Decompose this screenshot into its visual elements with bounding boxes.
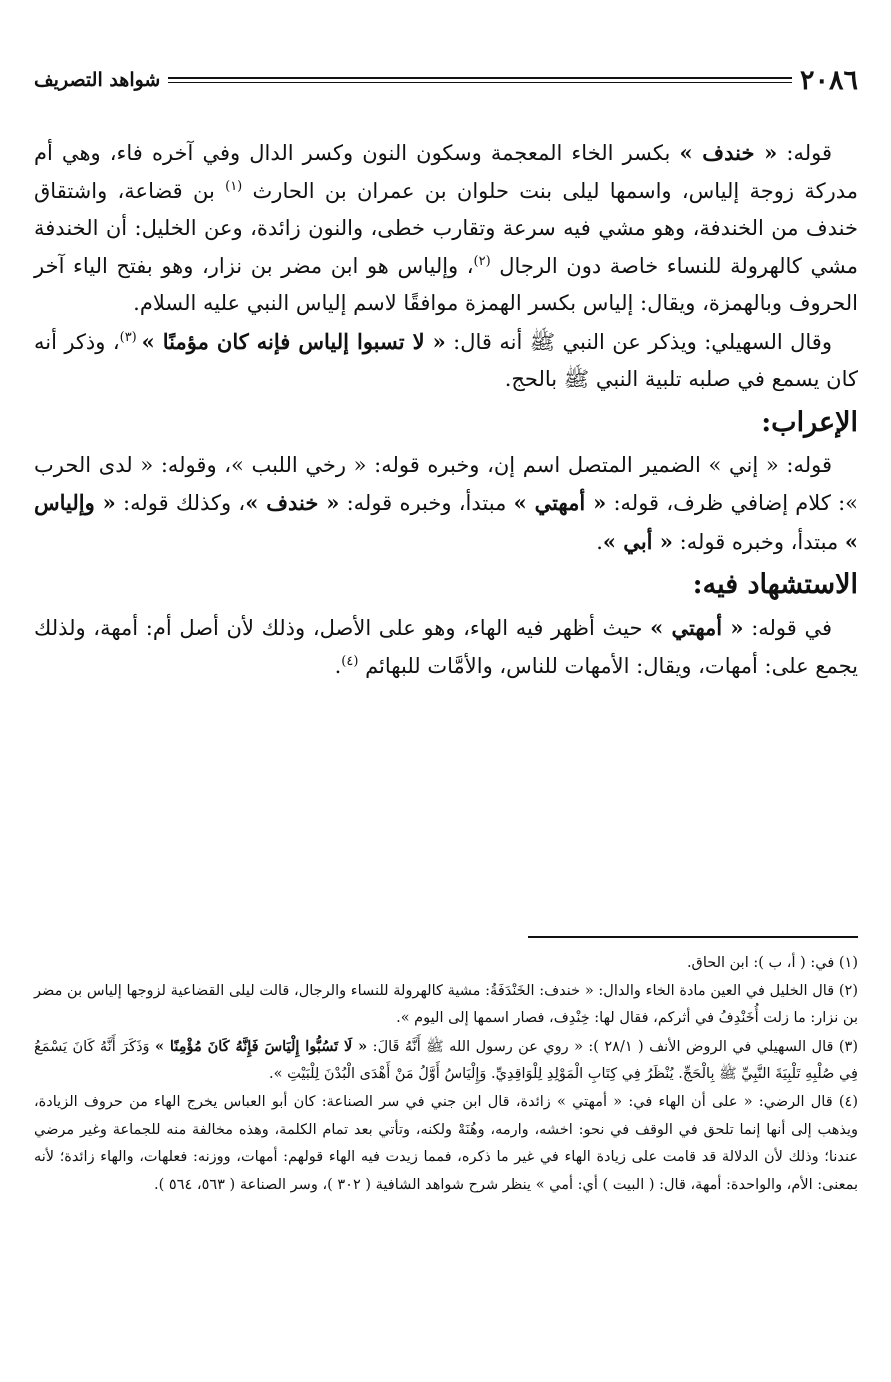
footnote-2: (٢) قال الخليل في العين مادة الخاء والدال: « خندف: الخَنْدَفَةُ: مشية كالهرولة للنساء والرجال، قالت ليلى القضاعية لزوجها إلياس بن مضر بن نزار: ما زلت أُخَنْدِفُ في أثركم، فقال لها: خِنْدِف، فصار اسمها إلى اليوم ». [34,982,858,1027]
quoted-word: « وإلياس » [34,490,858,554]
text-run: (٣) قال السهيلي في الروض الأنف ( ٢٨/١ ): « روي عن رسول الله ﷺ أَنَّهُ قَالَ: [367,1038,858,1055]
hadith-quote: « لا تسبوا إلياس فإنه كان مؤمنًا » [141,328,446,354]
footnote-4: (٤) قال الرضي: « على أن الهاء في: « أمهتي » زائدة، قال ابن جني في سر الصناعة: كان أبو العباس يخرج الهاء من حروف الزيادة، ويذهب إلى أنها إنما تلحق في الوقف في نحو: اخشه، وارمه، وهُنَهْ ولكنه، وتأتي بعد تمام الكلمة، وهذه مخالفة منه للجماعة وغير مرضي عندنا؛ وذلك لأن الدلالة قد قامت على زيادة الهاء في غير ما ذكره، فمما زيدت فيه الهاء قولهم: أمهات، ووزنه: فعلهات، والهاء زائدة؛ لأنه بمعنى: الأم، والواحدة: أمهة، قال: ( البيت ) أي: أمي » ينظر شرح شواهد الشافية ( ٣٠٢ )، وسر الصناعة ( ٥٦٣، ٥٦٤ ). [34,1093,858,1193]
paragraph-khandaf [34,134,858,323]
page-number: ٢٠٨٦ [799,64,858,96]
header-rule [168,77,792,83]
text-run: . [596,529,603,554]
text-run: وقال السهيلي: ويذكر عن النبي ﷺ أنه قال: [445,329,832,354]
text-run: حيث أظهر فيه الهاء، وهو على الأصل، وذلك لأن أصل أم: أمهة، ولذلك يجمع على: أمهات، ويقال: الأمهات للناس، والأمَّات للبهائم [34,616,858,678]
text-run: وَذَكَرَ أَنَّهُ كَانَ يَسْمَعُ فِي صُلْبِهِ تَلْبِيَةَ النَّبِيِّ ﷺ بِالْحَجِّ. يُنْظَرُ فِي كِتَابِ الْمَوْلِدِ لِلْوَاقِدِيِّ. وَإِلْيَاسُ أَوَّلُ مَنْ أَهْدَى الْبُدْنَ لِلْبَيْتِ ». [34,1038,858,1083]
text-run: بن قضاعة، واشتقاق خندف من الخندفة، وهو مشي فيه سرعة وتقارب خطى، والنون زائدة، وعن الخليل: أن الخندفة مشي كالهرولة للنساء خاصة دون الرجال [34,178,858,278]
running-title: شواهد التصريف [34,69,161,91]
text-run: قوله: [777,141,833,165]
section-heading-irab: الإعراب: [761,406,858,438]
footnote-separator [528,936,858,938]
book-page [34,60,858,1360]
text-run: . [334,653,342,678]
text-run: ، وكذلك قوله: [115,491,246,515]
footnote-1: (١) في: ( أ، ب ): ابن الحاق. [686,955,858,971]
quoted-word: « خندف » [245,490,340,515]
text-run: بكسر الخاء المعجمة وسكون النون وكسر الدال وفي آخره فاء، وهي أم مدركة زوجة إلياس، واسمها ليلى بنت حلوان بن عمران بن الحارث [34,141,858,203]
quoted-word: « أمهتي » [650,615,744,640]
text-run: قوله: « إني » الضمير المتصل اسم إن، وخبره قوله: « رخي اللبب »، وقوله: « لدى الحرب »: كلام إضافي ظرف، قوله: [34,452,859,515]
text-run: مبتدأ، وخبره قوله: [339,491,514,515]
text-run: ، وذكر أنه كان يسمع في صلبه تلبية النبي ﷺ بالحج. [34,329,858,391]
text-run: في قوله: [743,616,833,640]
paragraph-irab [34,447,858,562]
footnotes [34,950,858,1199]
text-run: مبتدأ، وخبره قوله: [672,529,845,554]
quoted-word: « أمهتي » [513,490,607,515]
paragraph-istishhad [34,609,858,685]
footnote-ref-4[interactable]: (٤) [341,653,359,669]
section-heading-istishhad: الاستشهاد فيه: [692,569,858,600]
footnote-ref-3[interactable]: (٣) [119,329,142,345]
footnote-ref-1[interactable]: (١) [225,178,243,194]
footnote-ref-2[interactable]: (٢) [473,253,491,269]
hadith-quote: « لَا تَسُبُّوا إِلْيَاسَ فَإِنَّهُ كَانَ مُؤْمِنًا » [154,1037,368,1055]
footnote-3 [34,1033,858,1089]
text-run: ، وإلياس هو ابن مضر بن نزار، وهو بفتح الياء آخر الحروف وبالهمزة، ويقال: إلياس بكسر الهمزة موافقًا لاسم إلياس النبي عليه السلام. [34,253,858,315]
quoted-word: « أبي » [602,528,673,554]
paragraph-suhaili [34,323,858,399]
main-text [34,134,858,685]
quoted-word: « خندف » [679,140,778,165]
running-header [34,60,858,100]
